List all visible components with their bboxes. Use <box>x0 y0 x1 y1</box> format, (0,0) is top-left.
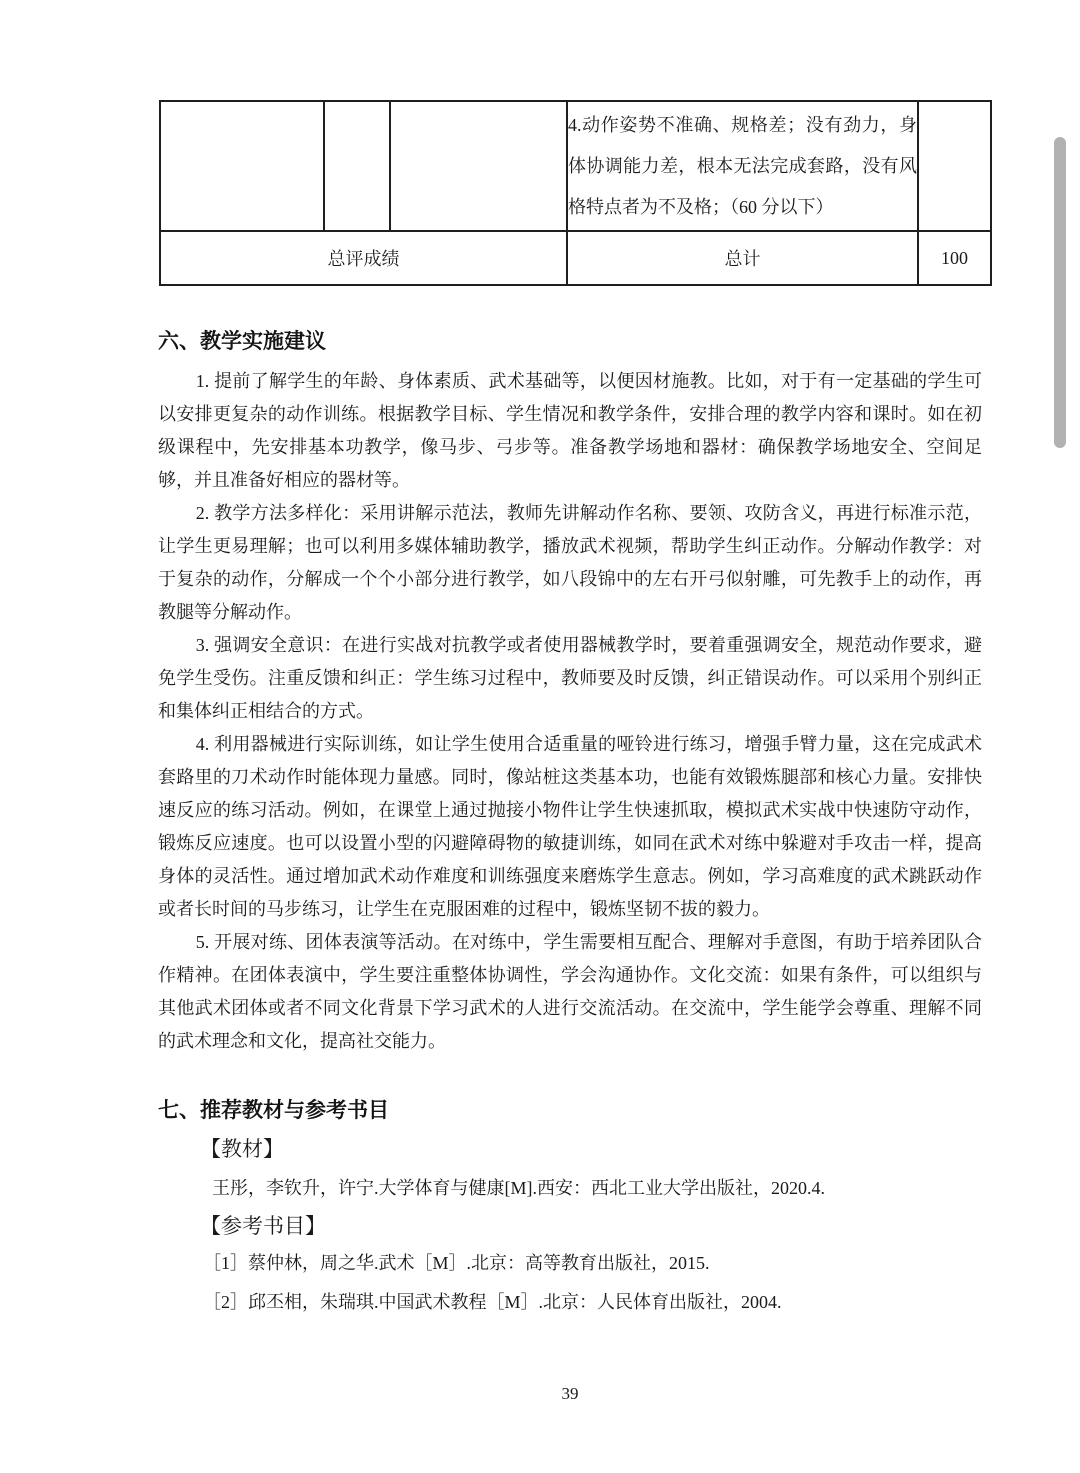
table-cell-empty <box>324 101 390 231</box>
table-cell-empty <box>918 101 991 231</box>
table-cell-empty <box>160 101 324 231</box>
references-label: 【参考书目】 <box>200 1214 326 1238</box>
textbook-label: 【教材】 <box>200 1137 284 1161</box>
table-cell-overall-label: 总评成绩 <box>160 231 567 285</box>
page-number: 39 <box>561 1384 579 1403</box>
table-row-criteria <box>160 101 991 231</box>
table-row-summary <box>160 231 991 285</box>
paragraph-4: 4. 利用器械进行实际训练，如让学生使用合适重量的哑铃进行练习，增强手臂力量，这在完成武术套路里的刀术动作时能体现力量感。同时，像站桩这类基本功，也能有效锻炼腿部和核心力量。安排快速反应的练习活动。例如，在课堂上通过抛接小物件让学生快速抓取，模拟武术实战中快速防守动作，锻炼反应速度。也可以设置小型的闪避障碍物的敏捷训练，如同在武术对练中躲避对手攻击一样，提高身体的灵活性。通过增加武术动作难度和训练强度来磨炼学生意志。例如，学习高难度的武术跳跃动作或者长时间的马步练习，让学生在克服困难的过程中，锻炼坚韧不拔的毅力。 <box>158 734 982 919</box>
textbook-entry: 王彤，李钦升，许宁.大学体育与健康[M].西安：西北工业大学出版社，2020.4. <box>212 1178 825 1198</box>
scrollbar-thumb[interactable] <box>1054 137 1066 448</box>
paragraph-2: 2. 教学方法多样化：采用讲解示范法，教师先讲解动作名称、要领、攻防含义，再进行标准示范，让学生更易理解；也可以利用多媒体辅助教学，播放武术视频，帮助学生纠正动作。分解动作教学：对于复杂的动作，分解成一个个小部分进行教学，如八段锦中的左右开弓似射雕，可先教手上的动作，再教腿等分解动作。 <box>158 503 982 622</box>
table-cell-criteria: 4.动作姿势不准确、规格差；没有劲力，身体协调能力差，根本无法完成套路，没有风格特点者为不及格；（60 分以下） <box>567 101 918 231</box>
reference-item-2: ［2］邱丕相，朱瑞琪.中国武术教程［M］.北京：人民体育出版社，2004. <box>203 1292 782 1312</box>
table-cell-total-label: 总计 <box>567 231 918 285</box>
grading-table <box>159 100 992 286</box>
table-cell-total-value: 100 <box>918 231 991 285</box>
table-cell-empty <box>390 101 567 231</box>
reference-item-1: ［1］蔡仲林，周之华.武术［M］.北京：高等教育出版社，2015. <box>203 1253 710 1273</box>
section-heading-teaching-suggestions: 六、教学实施建议 <box>158 330 326 353</box>
document-content <box>158 100 982 1321</box>
paragraph-3: 3. 强调安全意识：在进行实战对抗教学或者使用器械教学时，要着重强调安全，规范动作要求，避免学生受伤。注重反馈和纠正：学生练习过程中，教师要及时反馈，纠正错误动作。可以采用个别纠正和集体纠正相结合的方式。 <box>158 635 982 721</box>
paragraph-1: 1. 提前了解学生的年龄、身体素质、武术基础等，以便因材施教。比如，对于有一定基础的学生可以安排更复杂的动作训练。根据教学目标、学生情况和教学条件，安排合理的教学内容和课时。如在初级课程中，先安排基本功教学，像马步、弓步等。准备教学场地和器材：确保教学场地安全、空间足够，并且准备好相应的器材等。 <box>158 371 982 490</box>
paragraph-5: 5. 开展对练、团体表演等活动。在对练中，学生需要相互配合、理解对手意图，有助于培养团队合作精神。在团体表演中，学生要注重整体协调性，学会沟通协作。文化交流：如果有条件，可以组织与其他武术团体或者不同文化背景下学习武术的人进行交流活动。在交流中，学生能学会尊重、理解不同的武术理念和文化，提高社交能力。 <box>158 932 982 1051</box>
section-heading-recommended-books: 七、推荐教材与参考书目 <box>158 1099 389 1122</box>
